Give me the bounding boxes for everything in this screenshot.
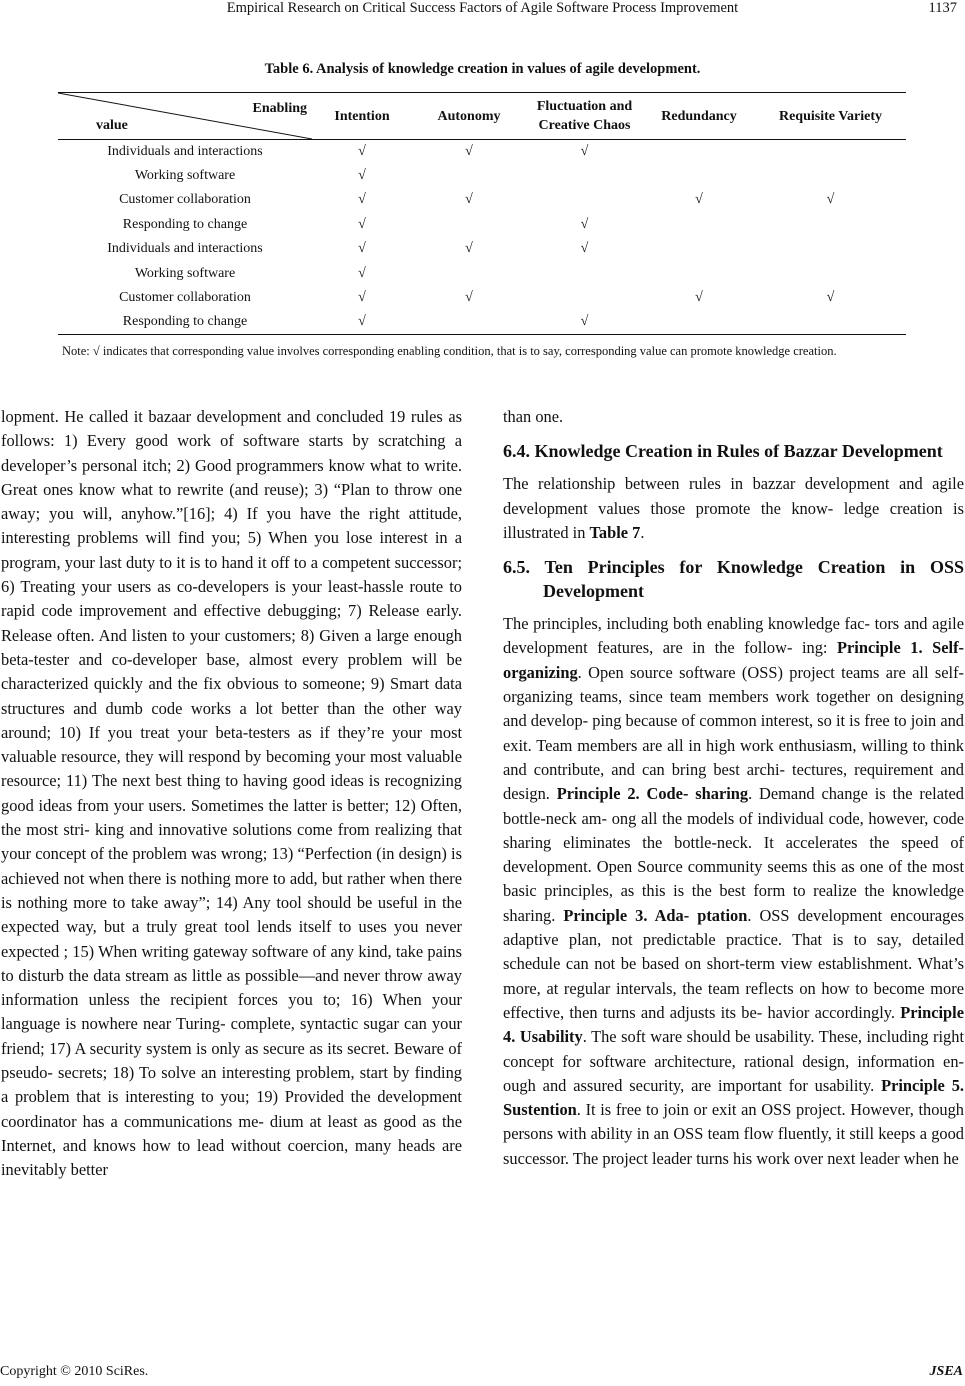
table-cell: √: [358, 290, 366, 306]
column-header-redundancy: Redundancy: [643, 93, 755, 140]
table-cell: √: [465, 143, 473, 159]
principle-5-title: Principle 5. Sustention: [503, 1075, 965, 1120]
table-cell: [526, 164, 643, 188]
table-cell: [755, 261, 906, 285]
table-7-reference: Table 7: [589, 522, 641, 542]
principle-3-title: Principle 3. Ada- ptation: [563, 905, 748, 925]
table-cell: [755, 213, 906, 237]
row-label: Customer collaboration: [119, 290, 251, 306]
left-column: [1, 405, 462, 1183]
principle-5-text: . It is free to join or exit an OSS project. However, though persons with ability in an OSS team flow fluently, it still keeps a good successor. The project leader turns his work over next leader when he: [503, 1100, 964, 1168]
row-label: Working software: [134, 265, 236, 281]
page-number: 1137: [928, 0, 957, 16]
table-cell: [643, 213, 755, 237]
knowledge-creation-table: [58, 92, 906, 335]
table-cell: [412, 310, 526, 334]
corner-enabling-label: Enabling: [252, 101, 307, 116]
corner-header-cell: [58, 93, 312, 140]
table-cell: √: [465, 241, 473, 257]
table-row: [58, 140, 906, 164]
journal-abbreviation: JSEA: [929, 1364, 963, 1379]
table-cell: [643, 310, 755, 334]
table-cell: √: [358, 216, 366, 232]
corner-value-label: value: [96, 118, 128, 133]
section-6-4-text: The relationship between rules in bazzar development and agile development values those promote the know- ledge creation is illustrated in: [503, 474, 964, 542]
table-cell: [643, 164, 755, 188]
table-row: [58, 261, 906, 285]
right-column: [503, 405, 964, 1171]
table-cell: √: [358, 192, 366, 208]
body-paragraph: lopment. He called it bazaar development and concluded 19 rules as follows: 1) Every good work of software starts by scratching a developer’s personal itch; 2) Good programmers know what to write. Great ones know what to rewrite (and reuse); 3) “Plan to throw one away; you will, anyhow.”[16]; 4) If you have the right attitude, interesting problems will find you; 5) When you lose interest in a program, your last duty to it is to hand it off to a competent successor; 6) Treating your users as co-developers is your least-hassle route to rapid code improvement and effective debugging; 7) Release early. Release often. And listen to your customers; 8) Given a large enough beta-tester and co-developer base, almost every problem will be characterized quickly and the fix obvious to someone; 9) Smart data structures and dumb code works a lot better than the other way around; 10) If you treat your beta-testers as if they’re your most valuable resource, they will respond by becoming your most valuable resource; 11) The next best thing to having good ideas is recognizing good ideas from your users. Sometimes the latter is better; 12) Often, the most stri- king and innovative solutions come from realizing that your concept of the problem was wrong; 13) “Perfection (in design) is achieved not when there is nothing more to add, but rather when there is nothing more to take away”; 14) Any tool should be useful in the expected way, but a truly great tool lends itself to uses you never expected ; 15) When writing gateway software of any kind, take pains to disturb the data stream as little as possible—and never throw away information unless the recipient forces you to; 16) When your language is nowhere near Turing- complete, syntactic sugar can your friend; 17) A security system is only as secure as its secret. Beware of pseudo- secrets; 18) To solve an interesting problem, start by finding a problem that is interesting to you; 19) Provided the development coordinator has a communications me- dium at least as good as the Internet, and knows how to lead without coercion, many heads are inevitably better: [1, 407, 462, 1180]
table-cell: √: [526, 310, 643, 334]
table-row: [58, 164, 906, 188]
table-cell: √: [358, 265, 366, 281]
column-header-autonomy: Autonomy: [412, 93, 526, 140]
table-cell: √: [580, 216, 589, 232]
running-title: Empirical Research on Critical Success Factors of Agile Software Process Improvement: [226, 0, 739, 16]
section-6-5-paragraph: [503, 612, 964, 1171]
row-label: Customer collaboration: [119, 192, 251, 208]
table-cell: [643, 261, 755, 285]
table-cell: [412, 164, 526, 188]
table-cell: √: [465, 290, 473, 306]
table-caption: Table 6. Analysis of knowledge creation in values of agile development.: [264, 61, 701, 77]
principle-1-title: Principle 1. Self-organizing: [503, 638, 964, 682]
section-6-4-text-end: .: [640, 522, 645, 542]
table-cell: √: [826, 192, 835, 208]
table-cell: [526, 286, 643, 310]
table-body: [58, 140, 906, 335]
principle-4-text: . The soft ware should be usability. These, including right concept for software architecture, rational design, information en- ough and assured security, are important for usability.: [503, 1027, 964, 1095]
table-row: [58, 213, 906, 237]
table-cell: √: [580, 143, 589, 159]
table-cell: [526, 188, 643, 212]
table-cell: √: [358, 241, 366, 257]
table-cell: √: [358, 143, 366, 159]
section-6-4-paragraph: [503, 472, 964, 545]
row-label: Responding to change: [122, 216, 248, 232]
principle-4-title: Principle 4. Usability: [503, 1002, 964, 1047]
section-heading-6-4: 6.4. Knowledge Creation in Rules of Bazzar Development: [503, 441, 943, 462]
table-cell: [755, 164, 906, 188]
continuation-text: than one.: [503, 407, 564, 426]
table-cell: √: [465, 192, 473, 208]
knowledge-creation-table-container: [58, 92, 906, 335]
row-label: Working software: [134, 168, 236, 184]
column-header-intention: Intention: [312, 93, 412, 140]
table-cell: [412, 213, 526, 237]
principle-3-text: . OSS development encourages adaptive plan, not predictable practice. That is to say, detailed schedule can not be based on short-term view establishment. What’s more, at regular intervals, the team reflects on how to become more effective, then turns and adjusts its be- havior accordingly.: [503, 905, 964, 1022]
table-cell: [755, 237, 906, 261]
table-row: [58, 188, 906, 212]
column-header-requisite-variety: Requisite Variety: [755, 93, 906, 140]
table-row: [58, 286, 906, 310]
table-cell: [643, 237, 755, 261]
running-header: [0, 0, 965, 22]
row-label: Responding to change: [58, 310, 312, 334]
row-label: Individuals and interactions: [107, 143, 263, 159]
table-cell: √: [695, 192, 703, 208]
table-cell: [643, 140, 755, 164]
table-row: [58, 237, 906, 261]
principle-1-text: . Open source software (OSS) project teams are all self-organizing teams, since team members work together on designing and develop- ping because of common interest, so it is free to join and exit. Team members are all in high work enthusiasm, willing to think and contribute, and can bring best archi- tectures, requirement and design.: [503, 662, 964, 804]
table-cell: √: [358, 168, 366, 184]
table-cell: √: [312, 310, 412, 334]
row-label: Individuals and interactions: [107, 241, 263, 257]
table-header-row: [58, 93, 906, 140]
principles-intro: The principles, including both enabling knowledge fac- tors and agile development features, are in the follow- ing:: [503, 614, 964, 658]
table-cell: [526, 261, 643, 285]
principle-2-title: Principle 2. Code- sharing: [556, 784, 749, 804]
copyright-notice: Copyright © 2010 SciRes.: [0, 1364, 149, 1379]
table-cell: [412, 261, 526, 285]
column-header-fluctuation: Fluctuation and Creative Chaos: [526, 93, 643, 140]
table-cell: √: [695, 290, 703, 306]
principle-2-text: . Demand change is the related bottle-neck am- ong all the models of individual code, however, code sharing eliminates the bottle-neck. It accelerates the speed of development. Open Source community seems this as one of the most basic principles, as this is the best form to realize the knowledge sharing.: [503, 784, 964, 925]
table-cell: [755, 140, 906, 164]
table-cell: [755, 310, 906, 334]
section-heading-6-5: 6.5. Ten Principles for Knowledge Creation in OSS Development: [503, 557, 964, 602]
table-cell: √: [826, 290, 835, 306]
table-row: [58, 310, 906, 334]
table-cell: √: [580, 241, 589, 257]
table-note: Note: √ indicates that corresponding value involves corresponding enabling condition, that is to say, corresponding value can promote knowledge creation.: [62, 344, 837, 358]
